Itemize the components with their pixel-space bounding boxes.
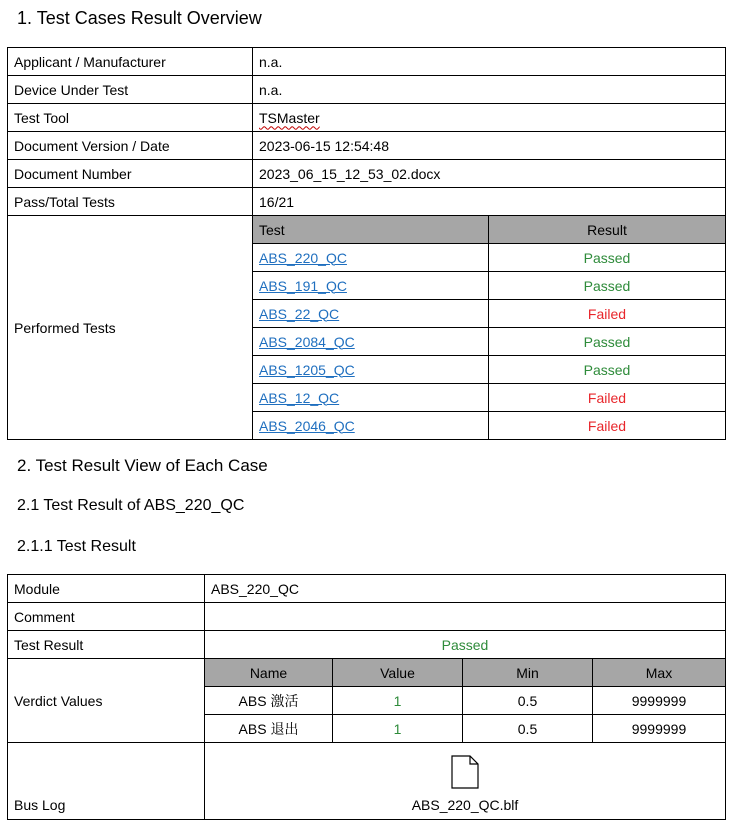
table-row [253,244,725,272]
verdict-values-label: Verdict Values [8,659,205,743]
module-label: Module [8,575,205,603]
verdict-max: 9999999 [593,687,726,715]
test-tool-cell [253,104,726,132]
test-link[interactable]: ABS_1205_QC [259,361,355,378]
table-header-row [205,659,725,687]
test-result-value: Passed [205,631,726,659]
table-row [8,216,726,440]
col-max-header: Max [593,659,726,687]
test-cell [253,244,489,272]
table-row [205,715,725,743]
test-tool-label: Test Tool [8,104,253,132]
doc-number-value: 2023_06_15_12_53_02.docx [253,160,726,188]
performed-tests-label: Performed Tests [8,216,253,440]
section-2-1-1-heading: 2.1.1 Test Result [17,538,136,555]
table-row [8,188,726,216]
pass-total-label: Pass/Total Tests [8,188,253,216]
test-cell [253,384,489,412]
test-link[interactable]: ABS_2084_QC [259,333,355,350]
performed-tests-cell [253,216,726,440]
table-row [253,356,725,384]
table-row [253,412,725,440]
verdict-values-cell [205,659,726,743]
pass-total-value: 16/21 [253,188,726,216]
verdict-max: 9999999 [593,715,726,743]
verdict-values-table [205,659,725,742]
section-2-1-heading: 2.1 Test Result of ABS_220_QC [17,497,245,514]
bus-log-cell [205,743,726,820]
result-passed: Passed [489,328,726,356]
bus-log-filename[interactable]: ABS_220_QC.blf [411,797,519,813]
result-passed: Passed [489,244,726,272]
table-row [253,272,725,300]
table-row [253,300,725,328]
verdict-value: 1 [333,687,463,715]
table-row [8,104,726,132]
test-result-table [7,574,726,820]
result-passed: Passed [489,356,726,384]
test-link[interactable]: ABS_2046_QC [259,417,355,434]
table-row [253,328,725,356]
result-passed: Passed [489,272,726,300]
overview-table [7,47,726,440]
table-row [8,631,726,659]
test-link[interactable]: ABS_191_QC [259,277,347,294]
verdict-min: 0.5 [463,687,593,715]
test-link[interactable]: ABS_22_QC [259,305,340,322]
verdict-name: ABS 退出 [205,715,333,743]
col-name-header: Name [205,659,333,687]
test-tool-value: TSMaster [259,109,320,126]
dut-value: n.a. [253,76,726,104]
col-result-header: Result [489,216,726,244]
table-row [8,132,726,160]
result-failed: Failed [489,384,726,412]
doc-version-label: Document Version / Date [8,132,253,160]
section-1-heading: 1. Test Cases Result Overview [17,8,262,28]
applicant-label: Applicant / Manufacturer [8,48,253,76]
col-min-header: Min [463,659,593,687]
dut-label: Device Under Test [8,76,253,104]
table-row [205,687,725,715]
test-cell [253,272,489,300]
verdict-name: ABS 激活 [205,687,333,715]
result-failed: Failed [489,300,726,328]
section-2-heading: 2. Test Result View of Each Case [17,456,268,475]
table-row [253,384,725,412]
test-link[interactable]: ABS_12_QC [259,389,340,406]
bus-log-label: Bus Log [8,743,205,820]
comment-label: Comment [8,603,205,631]
table-row [8,575,726,603]
table-row [8,743,726,820]
doc-version-value: 2023-06-15 12:54:48 [253,132,726,160]
module-value: ABS_220_QC [205,575,726,603]
table-row [8,659,726,743]
verdict-min: 0.5 [463,715,593,743]
verdict-value: 1 [333,715,463,743]
table-row [8,48,726,76]
performed-tests-table [253,216,725,439]
col-value-header: Value [333,659,463,687]
test-cell [253,300,489,328]
file-icon[interactable] [451,755,479,789]
test-cell [253,356,489,384]
doc-number-label: Document Number [8,160,253,188]
result-failed: Failed [489,412,726,440]
test-link[interactable]: ABS_220_QC [259,249,347,266]
table-header-row [253,216,725,244]
test-cell [253,412,489,440]
applicant-value: n.a. [253,48,726,76]
table-row [8,76,726,104]
comment-value [205,603,726,631]
col-test-header: Test [253,216,489,244]
test-result-label: Test Result [8,631,205,659]
test-cell [253,328,489,356]
table-row [8,603,726,631]
table-row [8,160,726,188]
